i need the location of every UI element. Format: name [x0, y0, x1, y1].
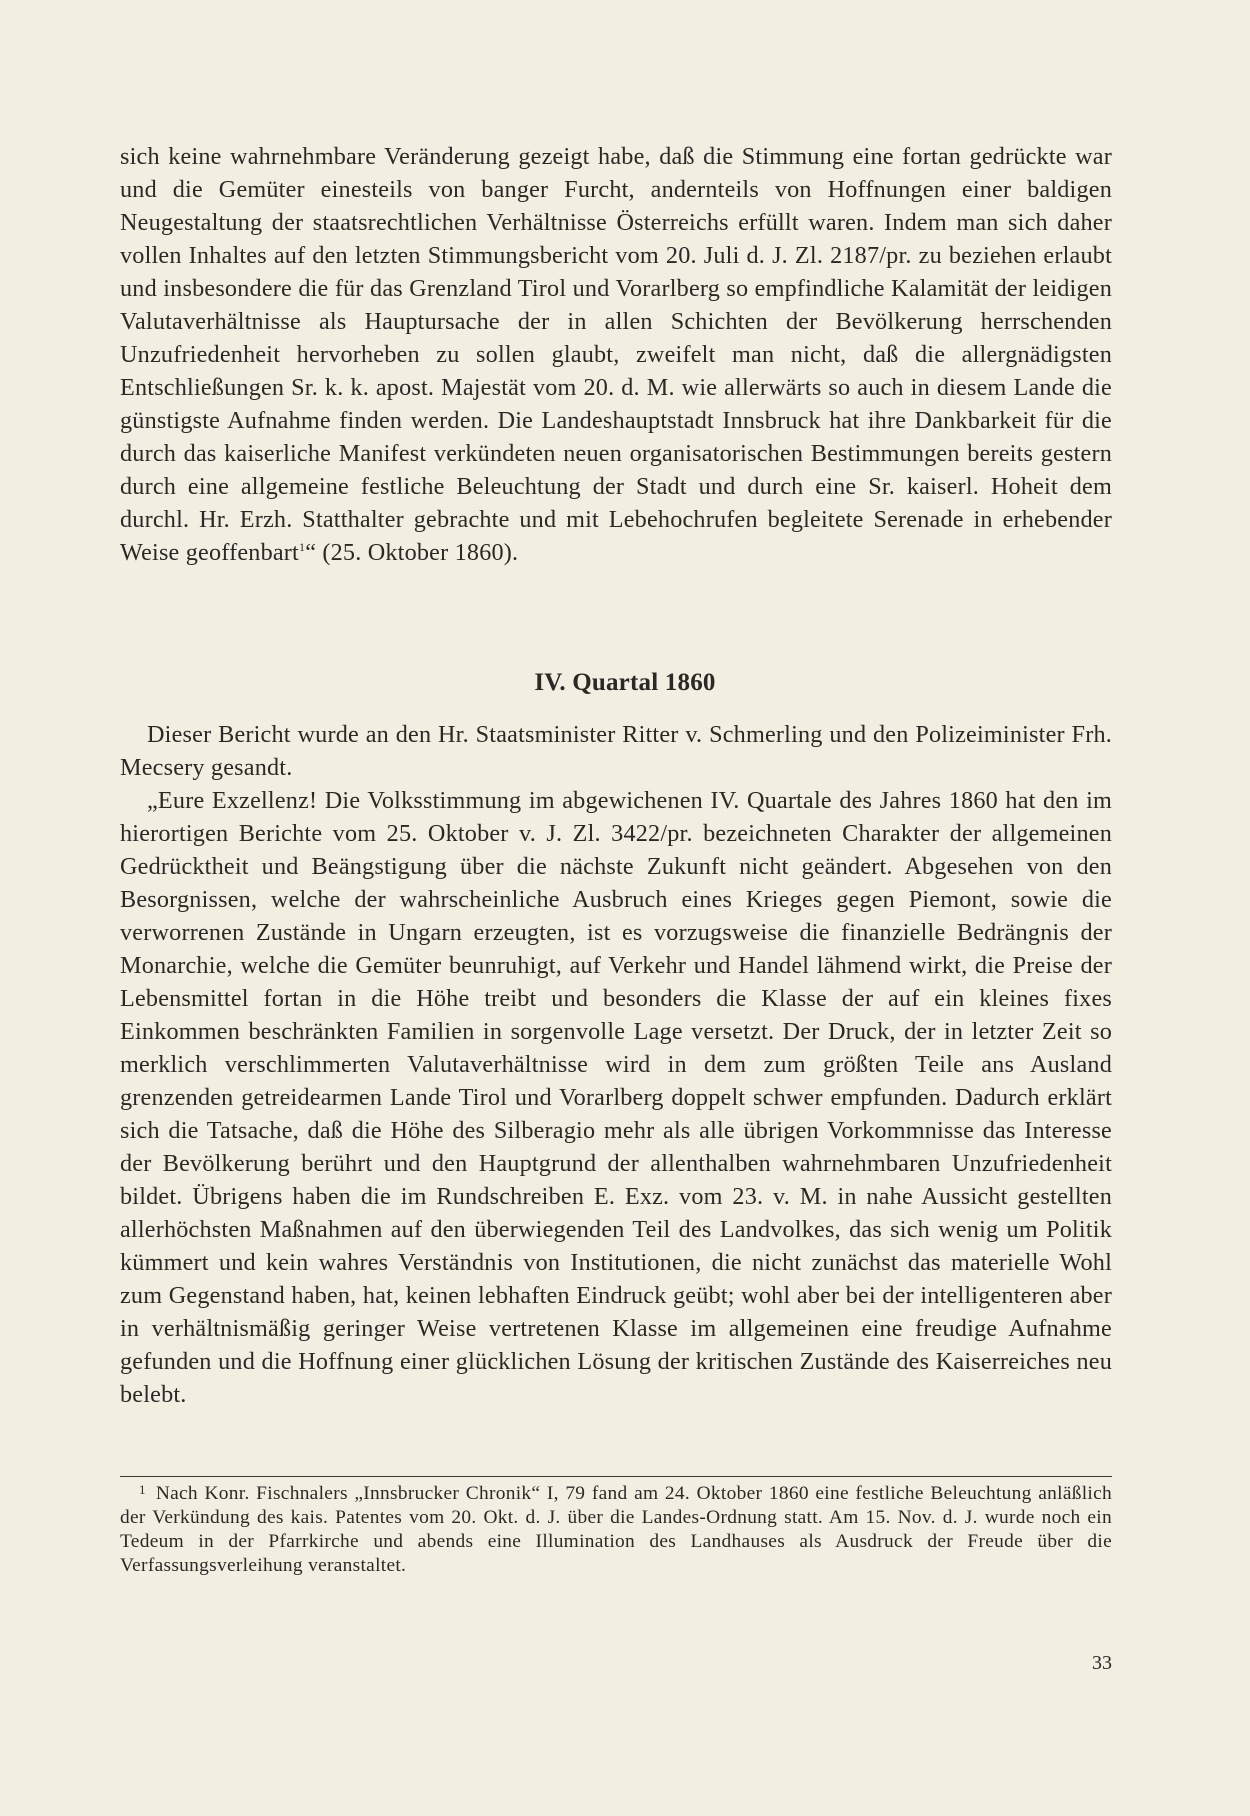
continuation-closing: “ (25. Oktober 1860). — [305, 539, 519, 566]
continuation-paragraph — [120, 140, 1112, 569]
footnote-marker: 1 — [139, 1482, 146, 1497]
page-number: 33 — [1092, 1652, 1112, 1674]
report-paragraph: „Eure Exzellenz! Die Volksstimmung im abgewichenen IV. Quartale des Jahres 1860 hat den im hierortigen Berichte vom 25. Oktober v. J. Zl. 3422/pr. bezeichneten Charakter der allgemeinen Gedrücktheit und Beängstigung über die nächste Zukunft nicht geändert. Abgesehen von den Besorgnissen, welche der wahrscheinliche Ausbruch eines Krieges gegen Piemont, sowie die verworrenen Zustände in Ungarn erzeugten, ist es vorzugsweise die finanzielle Bedrängnis der Monarchie, welche die Gemüter beunruhigt, auf Verkehr und Handel lähmend wirkt, die Preise der Lebensmittel fortan in die Höhe treibt und besonders die Klasse der auf ein kleines fixes Einkommen beschränkten Familien in sorgenvolle Lage versetzt. Der Druck, der in letzter Zeit so merklich verschlimmerten Valutaverhältnisse wird in dem zum größten Teile ans Ausland grenzenden getreidearmen Lande Tirol und Vorarlberg doppelt schwer empfunden. Dadurch erklärt sich die Tatsache, daß die Höhe des Silberagio mehr als alle übrigen Vorkommnisse das Interesse der Bevölkerung berührt und den Hauptgrund der allenthalben wahrnehmbaren Unzufriedenheit bildet. Übrigens haben die im Rundschreiben E. Exz. vom 23. v. M. in nahe Aussicht gestellten allerhöchsten Maßnahmen auf den überwiegenden Teil des Landvolkes, das sich wenig um Politik kümmert und kein wahres Verständnis von Institutionen, die nicht zunächst das materielle Wohl zum Gegenstand haben, hat, keinen lebhaften Eindruck geübt; wohl aber bei der intelligenteren aber in verhältnismäßig geringer Weise vertretenen Klasse im allgemeinen eine freudige Aufnahme gefunden und die Hoffnung einer glücklichen Lösung der kritischen Zustände des Kaiserreiches neu belebt. — [120, 787, 1112, 1408]
continuation-text: sich keine wahrnehmbare Veränderung gezeigt habe, daß die Stimmung eine fortan gedrückte war und die Gemüter einesteils von banger Furcht, andernteils von Hoffnungen einer baldigen Neugestaltung der staatsrechtlichen Verhältnisse Österreichs erfüllt waren. Indem man sich daher vollen Inhaltes auf den letzten Stimmungsbericht vom 20. Juli d. J. Zl. 2187/pr. zu beziehen erlaubt und insbesondere die für das Grenzland Tirol und Vorarlberg so empfindliche Kalamität der leidigen Valutaverhältnisse als Hauptursache der in allen Schichten der Bevölkerung herrschenden Unzufriedenheit hervorheben zu sollen glaubt, zweifelt man nicht, daß die allergnädigsten Entschließungen Sr. k. k. apost. Majestät vom 20. d. M. wie allerwärts so auch in diesem Lande die günstigste Aufnahme finden werden. Die Landeshauptstadt Innsbruck hat ihre Dankbarkeit für die durch das kaiserliche Manifest verkündeten neuen organisatorischen Bestimmungen bereits gestern durch eine allgemeine festliche Beleuchtung der Stadt und durch eine Sr. kaiserl. Hoheit dem durchl. Hr. Erzh. Statthalter gebrachte und mit Lebehochrufen begleitete Serenade in erhebender Weise geoffenbart — [120, 143, 1112, 566]
footnote-text: Nach Konr. Fischnalers „Innsbrucker Chronik“ I, 79 fand am 24. Oktober 1860 eine festliche Beleuchtung anläßlich der Verkündung des kais. Patentes vom 20. Okt. d. J. über die Landes-Ordnung statt. Am 15. Nov. d. J. wurde noch ein Tedeum in der Pfarrkirche und abends eine Illumination des Landhauses als Ausdruck der Freude über die Verfassungsverleihung veranstaltet. — [120, 1483, 1112, 1576]
continuation-block — [120, 140, 1112, 569]
footnote — [120, 1482, 1112, 1578]
intro-paragraph: Dieser Bericht wurde an den Hr. Staatsminister Ritter v. Schmerling und den Polizeiminister Frh. Mecsery gesandt. — [120, 721, 1112, 781]
footnote-reference: 1 — [298, 540, 306, 554]
section-heading: IV. Quartal 1860 — [534, 669, 716, 696]
main-text-block — [120, 718, 1112, 1411]
footnote-divider — [120, 1476, 1112, 1477]
